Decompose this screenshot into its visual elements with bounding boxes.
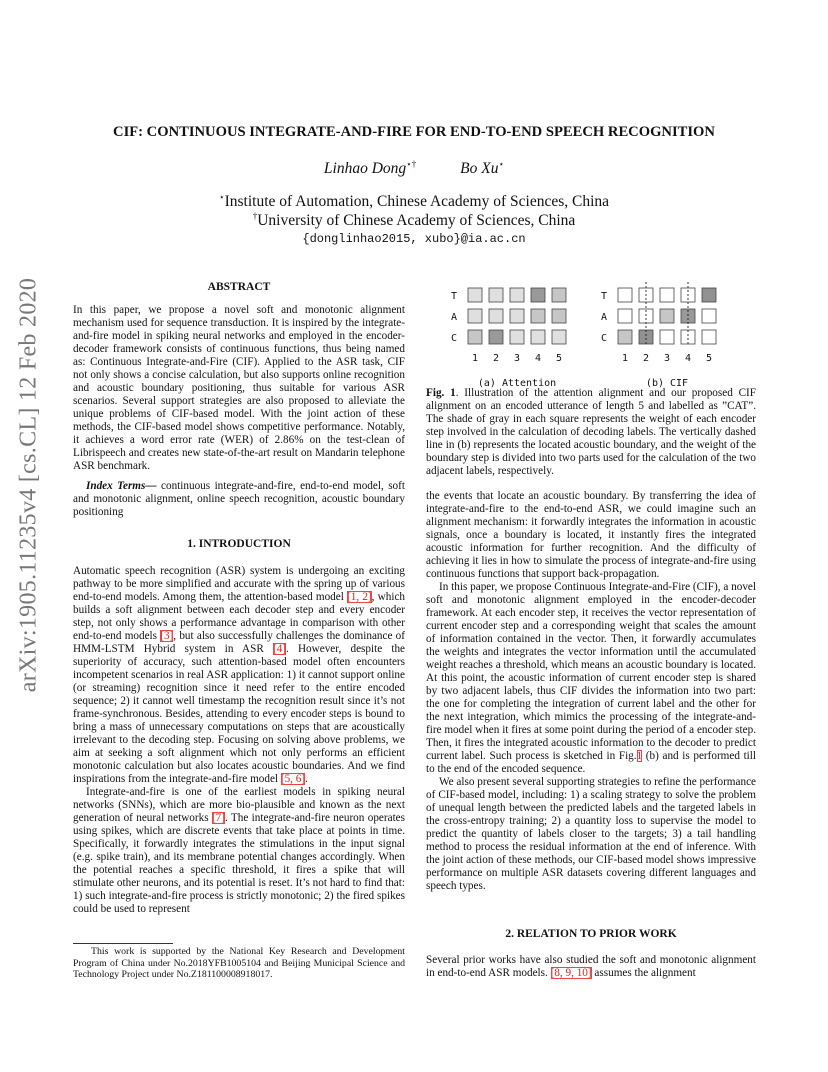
weight-cell xyxy=(468,330,482,344)
subfigure-caption: (b) CIF xyxy=(645,378,689,389)
index-terms: Index Terms— continuous integrate-and-fire, end-to-end model, soft and monotonic alignment, online speech recognition, acoustic boundary positioning xyxy=(73,480,405,518)
weight-cell xyxy=(510,309,524,323)
weight-cell xyxy=(681,330,695,344)
weight-cell xyxy=(531,330,545,344)
weight-cell xyxy=(489,288,503,302)
weight-cell xyxy=(618,330,632,344)
weight-cell xyxy=(552,330,566,344)
col-label: 1 xyxy=(471,353,479,364)
affiliation-2: †University of Chinese Academy of Sciences, China xyxy=(252,211,576,230)
weight-cell xyxy=(618,288,632,302)
prior-work-heading: 2. RELATION TO PRIOR WORK xyxy=(505,928,677,940)
abstract-text: In this paper, we propose a novel soft and monotonic alignment mechanism used for sequence transduction. It is inspired by the integrate-and-fire model in spiking neural networks and employed in the encoder-decoder framework consists of continuous functions, thus being named as: Continuous Integrate-and-Fire (CIF). Applied to the ASR task, CIF not only shows a concise calculation, but also supports online recognition and acoustic boundary positioning, thus suitable for various ASR scenarios. Several support strategies are also proposed to alleviate the unique problems of CIF-based model. With the joint action of these methods, the CIF-based model shows competitive performance. Notably, it achieves a word error rate (WER) of 2.86% on the test-clean of Librispeech and creates new state-of-the-art result on Mandarin telephone ASR benchmark. xyxy=(73,304,405,472)
weight-cell xyxy=(618,309,632,323)
row-label: A xyxy=(450,312,458,323)
row-label: T xyxy=(450,291,458,302)
row-label: T xyxy=(600,291,608,302)
citation-link[interactable]: [7] xyxy=(211,812,225,824)
weight-cell xyxy=(702,309,716,323)
citation-link[interactable]: [3] xyxy=(160,630,174,642)
paper-title: CIF: CONTINUOUS INTEGRATE-AND-FIRE FOR END-TO-END SPEECH RECOGNITION xyxy=(113,124,715,140)
row-label: C xyxy=(600,333,608,344)
introduction-heading: 1. INTRODUCTION xyxy=(187,538,291,550)
row-label: C xyxy=(450,333,458,344)
col-label: 1 xyxy=(621,353,629,364)
abstract-section xyxy=(73,281,405,519)
weight-cell xyxy=(660,309,674,323)
author-email: {donglinhao2015, xubo}@ia.ac.cn xyxy=(302,232,526,246)
citation-link[interactable]: [4] xyxy=(272,643,287,655)
author-1: Linhao Dong⋆† xyxy=(323,159,417,178)
weight-cell xyxy=(489,330,503,344)
weight-cell xyxy=(639,330,653,344)
weight-cell xyxy=(510,330,524,344)
introduction-section xyxy=(73,538,405,916)
citation-link[interactable]: 1 xyxy=(636,750,643,762)
row-label: A xyxy=(600,312,608,323)
weight-cell xyxy=(468,288,482,302)
figure-1 xyxy=(440,280,740,389)
prior-work-section xyxy=(426,928,756,980)
footnote: This work is supported by the National Key Research and Development Program of China under No.2018YFB1005104 and Beijing Municipal Science and Technology Project under No.Z181100008918017. xyxy=(73,946,405,980)
weight-cell xyxy=(552,309,566,323)
intro-paragraph-2: Integrate-and-fire is one of the earliest models in spiking neural networks (SNNs), which are more bio-plausible and known as the next generation of neural networks [7]. The integrate-and-fire neuron operates using spikes, which are discrete events that take place at points in time. Specifically, it forwardly integrates the stimulations in the input signal (e.g. spike train), and its membrane potential changes accordingly. When the potential reaches a specific threshold, it fires a spike that will stimulate other neurons, and its potential is reset. It’s not hard to find that: 1) such integrate-and-fire process is strictly monotonic; 2) the fired spikes could be used to represent xyxy=(73,786,406,915)
col-label: 4 xyxy=(534,353,542,364)
author-line xyxy=(0,159,828,178)
col-label: 3 xyxy=(663,353,671,364)
weight-cell xyxy=(531,288,545,302)
subfigure-caption: (a) Attention xyxy=(477,378,557,389)
citation-link[interactable]: [8, 9, 10] xyxy=(550,967,592,979)
footnote-rule xyxy=(73,943,173,944)
intro-paragraph-1: Automatic speech recognition (ASR) system is undergoing an exciting pathway to be more simplified and accurate with the spring up of various end-to-end models. Among them, the attention-based model [1, 2], which builds a soft alignment between each decoder step and every encoder step, not only shows a performance advantage in comparison with other end-to-end models [3], but also successfully challenges the dominance of HMM-LSTM Hybrid system in ASR [4]. However, despite the superiority of accuracy, such attention-based model often encounters incompetent scenarios in real ASR application: 1) it cannot support online (or streaming) recognition since it need refer to the entire encoded sequence; 2) it cannot well timestamp the recognition result since it’s not frame-synchronous. Besides, attending to every encoder steps is bound to bring a mass of unnecessary computations on steps that are acoustically irrelevant to the decoding step. Focusing on solving above problems, we aim at seeking a soft alignment which not only performs an efficient monotonic calculation but also locates acoustic boundaries. And we find inspirations from the integrate-and-fire model [5, 6]. xyxy=(73,565,406,785)
citation-link[interactable]: [5, 6] xyxy=(280,773,306,785)
col-label: 5 xyxy=(555,353,563,364)
prior-work-paragraph: Several prior works have also studied the soft and monotonic alignment in end-to-end ASR models. [8, 9, 10] assumes the alignment xyxy=(426,954,756,979)
weight-cell xyxy=(531,309,545,323)
affiliation-1: ⋆Institute of Automation, Chinese Academy of Sciences, China xyxy=(218,192,610,211)
weight-cell xyxy=(489,309,503,323)
col-label: 3 xyxy=(513,353,521,364)
weight-cell xyxy=(510,288,524,302)
abstract-heading: ABSTRACT xyxy=(207,281,271,293)
col-label: 2 xyxy=(642,353,650,364)
right-paragraph-1: In this paper, we propose Continuous Integrate-and-Fire (CIF), a novel soft and monotonic alignment employed in the encoder-decoder framework. At each encoder step, it receives the vector representation of current encoder step and a corresponding weight that scales the amount of information contained in the vector. Then, it forwardly accumulates the weights and integrates the vector information until the accumulated weight reaches a threshold, which means an acoustic boundary is located. At this point, the acoustic information of current encoder step is shared by two adjacent labels, thus CIF divides the information into two part: the one for completing the integration of current label and the other for the next integration, which mimics the processing of the integrate-and-fire model when it fires at some point during the period of a encoder step. Then, it fires the integrated acoustic information to the decoder to predict current label. Such process is sketched in Fig.1 (b) and is performed till to the end of the encoded sequence. xyxy=(426,581,757,775)
right-paragraph-0: the events that locate an acoustic boundary. By transferring the idea of integrate-and-fire to the end-to-end ASR, we could imagine such an alignment mechanism: it forwardly integrates the information in acoustic signals, once a boundary is located, it instantly fires the integrated acoustic information for further recognition. And the difficulty of achieving it lies in how to simulate the process of integrate-and-fire using continuous functions that support back-propagation. xyxy=(426,490,756,580)
author-2: Bo Xu⋆ xyxy=(460,159,505,178)
weight-cell xyxy=(702,330,716,344)
weight-cell xyxy=(702,288,716,302)
weight-cell xyxy=(468,309,482,323)
figure-caption: Fig. 1. Illustration of the attention alignment and our proposed CIF alignment on an encoded utterance of length 5 and labelled as ”CAT”. The shade of gray in each square represents the weight of each encoder step involved in the calculation of decoding labels. The vertically dashed line in (b) represents the located acoustic boundary, and the weight of the boundary step is divided into two parts used for the calculation of the two adjacent labels, respectively. xyxy=(426,387,756,477)
citation-link[interactable]: [1, 2] xyxy=(347,591,372,603)
col-label: 4 xyxy=(684,353,692,364)
right-column-text xyxy=(426,490,756,893)
weight-cell xyxy=(552,288,566,302)
right-paragraph-2: We also present several supporting strategies to refine the performance of CIF-based model, including: 1) a scaling strategy to solve the problem of unequal length between the predicted labels and the targeted labels in the cross-entropy training; 2) a quantity loss to supervise the model to predict the quantity of labels closer to the targets; 3) a tail handling method to process the residual information at the end of inference. With the joint action of these methods, our CIF-based model shows impressive performance on multiple ASR datasets covering different languages and speech types. xyxy=(426,776,756,892)
col-label: 5 xyxy=(705,353,713,364)
arxiv-stamp: arXiv:1905.11235v4 [cs.CL] 12 Feb 2020 xyxy=(15,277,42,693)
col-label: 2 xyxy=(492,353,500,364)
weight-cell xyxy=(660,330,674,344)
weight-cell xyxy=(660,288,674,302)
